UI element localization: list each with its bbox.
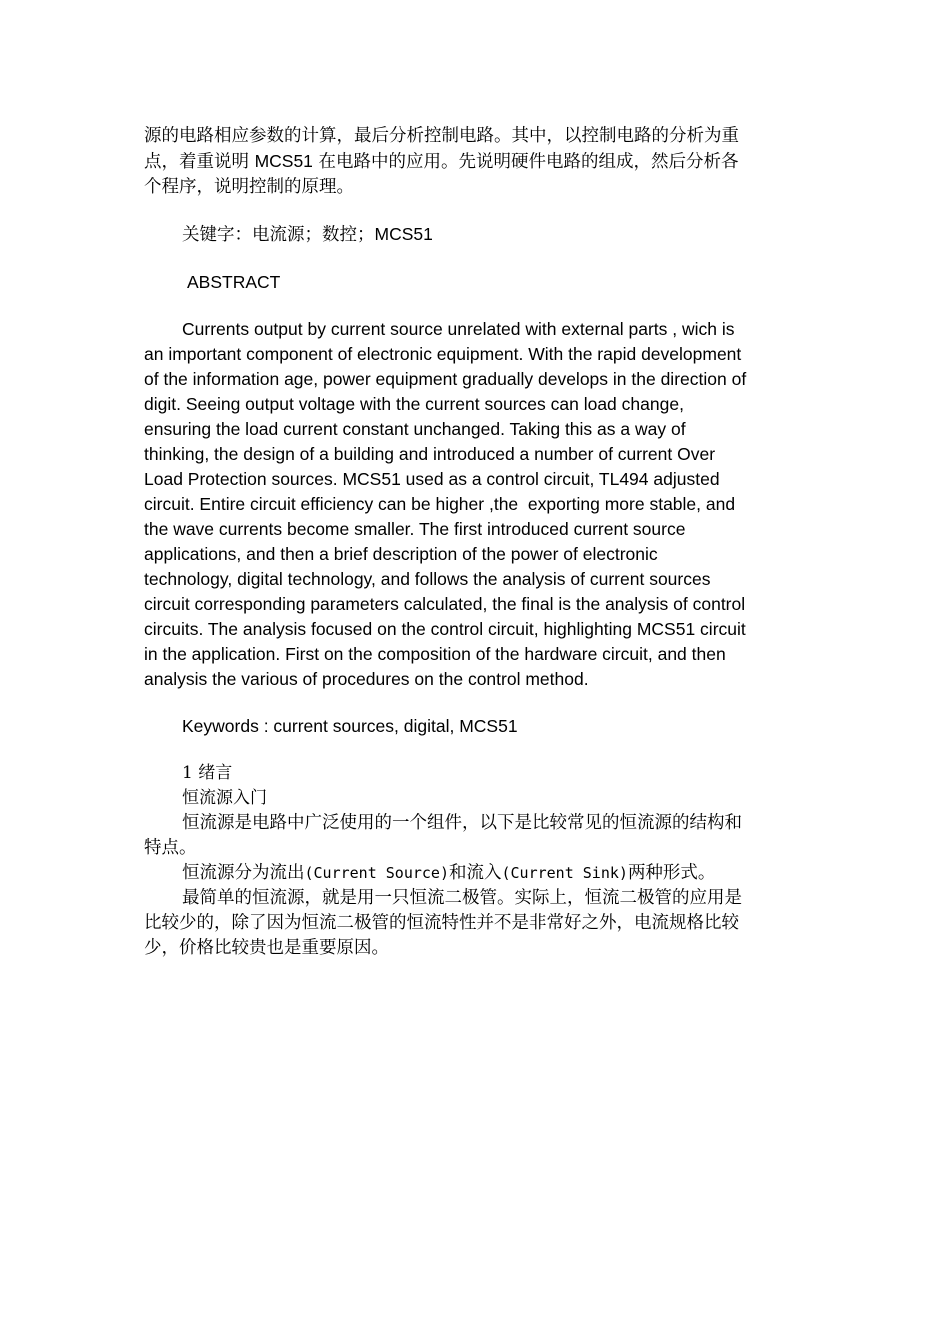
body-paragraph-line: 少，价格比较贵也是重要原因。 [144, 938, 389, 958]
abstract-en-line: the wave currents become smaller. The first introduced current source [144, 519, 686, 539]
abstract-en-line: circuit. Entire circuit efficiency can be higher ,the exporting more stable, and [144, 494, 736, 514]
abstract-cn-tail [144, 124, 809, 200]
section-subheading: 恒流源入门 [182, 788, 267, 808]
abstract-en-line: of the information age, power equipment gradually develops in the direction of [144, 369, 747, 389]
body-paragraph-line: 恒流源是电路中广泛使用的一个组件，以下是比较常见的恒流源的结构和 [182, 813, 742, 833]
keywords-cn [144, 222, 809, 248]
body-paragraph-line: 比较少的，除了因为恒流二极管的恒流特性并不是非常好之外，电流规格比较 [144, 913, 739, 933]
abstract-en-line: circuit corresponding parameters calculated, the final is the analysis of control [144, 594, 746, 614]
abstract-cn-text: 在电路中的应用。先说明硬件电路的组成，然后分析各 [312, 152, 739, 172]
current-sink-term: (Current Sink) [501, 864, 628, 882]
abstract-cn-line [144, 149, 809, 175]
abstract-en-line: digit. Seeing output voltage with the current sources can load change, [144, 394, 684, 414]
current-source-term: (Current Source) [304, 864, 449, 882]
abstract-en-line: in the application. First on the composition of the hardware circuit, and then [144, 644, 726, 664]
abstract-cn-mcs51: MCS51 [254, 151, 313, 171]
abstract-en-line: Currents output by current source unrelated with external parts , wich is [182, 319, 735, 339]
keywords-cn-label: 关键字：电流源；数控； [182, 225, 375, 245]
abstract-en-line: analysis the various of procedures on the control method. [144, 669, 589, 689]
body-paragraph-line: 特点。 [144, 838, 197, 858]
body-text: 和流入 [449, 863, 502, 883]
abstract-en-line: thinking, the design of a building and introduced a number of current Over [144, 444, 716, 464]
body-paragraph-line [144, 861, 809, 886]
abstract-en-line: ensuring the load current constant unchanged. Taking this as a way of [144, 419, 686, 439]
abstract-en-line: technology, digital technology, and follows the analysis of current sources [144, 569, 711, 589]
abstract-en-line: circuits. The analysis focused on the control circuit, highlighting MCS51 circuit [144, 619, 746, 639]
abstract-cn-line: 个程序，说明控制的原理。 [144, 177, 354, 197]
body-paragraph-line: 最简单的恒流源，就是用一只恒流二极管。实际上，恒流二极管的应用是 [182, 888, 742, 908]
abstract-en-line: an important component of electronic equipment. With the rapid development [144, 344, 742, 364]
abstract-title: ABSTRACT [187, 272, 281, 292]
body-text: 恒流源分为流出 [182, 863, 305, 883]
abstract-cn-line: 源的电路相应参数的计算，最后分析控制电路。其中，以控制电路的分析为重 [144, 126, 739, 146]
body-text: 两种形式。 [627, 863, 716, 883]
abstract-en-line: applications, and then a brief description of the power of electronic [144, 544, 658, 564]
abstract-en-body [144, 317, 809, 692]
keywords-cn-mcs51: MCS51 [374, 224, 433, 244]
section-heading: 1 绪言 [182, 763, 233, 783]
keywords-en: Keywords : current sources, digital, MCS51 [182, 716, 518, 736]
abstract-cn-text: 点，着重说明 [144, 152, 255, 172]
document-page [144, 124, 809, 961]
abstract-en-line: Load Protection sources. MCS51 used as a control circuit, TL494 adjusted [144, 469, 720, 489]
